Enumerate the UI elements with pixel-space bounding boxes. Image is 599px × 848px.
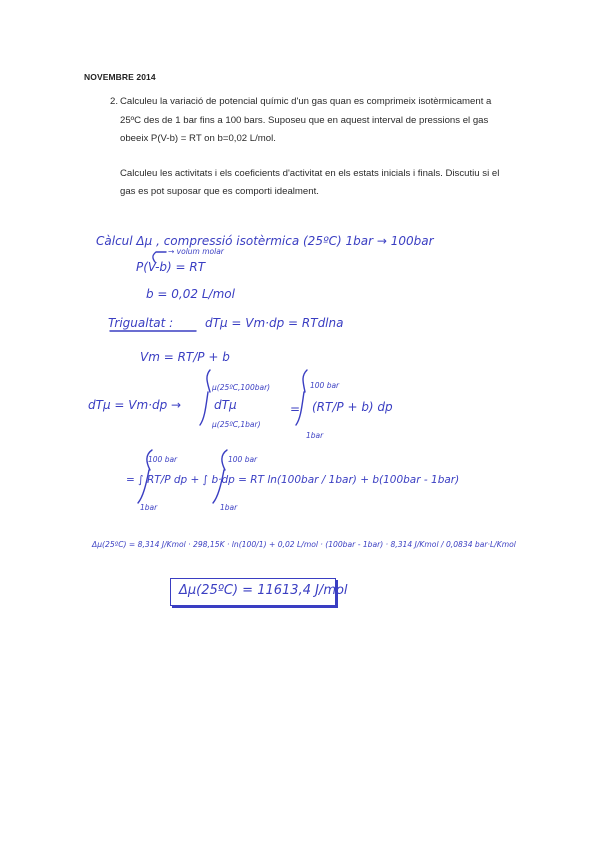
hw-equation-of-state: P(V-b) = RT: [136, 260, 206, 274]
hw-vm-equation: Vm = RT/P + b: [140, 350, 230, 364]
hw-upper-limit-p: 100 bar: [310, 381, 340, 390]
hw-int-lower-1: 1bar: [140, 503, 158, 512]
hw-upper-limit-mu: μ(25ºC,100bar): [212, 383, 271, 392]
hw-lower-limit-mu: μ(25ºC,1bar): [212, 420, 261, 429]
hw-equals: =: [290, 402, 301, 416]
hw-int-upper-1: 100 bar: [148, 455, 178, 464]
result-box: [170, 578, 348, 606]
hw-numeric-line: Δμ(25ºC) = 8,314 J/Kmol · 298,15K · ln(100/1) + 0,02 L/mol · (100bar - 1bar) · 8,314 J/Kmol / 0,0834 bar·L/Kmol: [92, 540, 516, 549]
hw-dmu-equation: dTμ = Vm·dp = RTdlna: [205, 316, 344, 330]
hw-integrand-p: (RT/P + b) dp: [312, 400, 393, 414]
hw-title-line: Càlcul Δμ , compressió isotèrmica (25ºC) 1bar → 100bar: [96, 234, 434, 248]
exam-heading: NOVEMBRE 2014: [84, 72, 156, 82]
hw-integral-lhs: dTμ = Vm·dp →: [88, 398, 182, 412]
problem-paragraph-2: Calculeu les activitats i els coeficients d'activitat en els estats inicials i finals. Discutiu si el gas es pot suposar que es comporti idealment.: [120, 167, 500, 197]
hw-int-lower-2: 1bar: [220, 503, 238, 512]
hw-result: Δμ(25ºC) = 11613,4 J/mol: [179, 583, 348, 598]
hw-int-upper-2: 100 bar: [228, 455, 258, 464]
hw-split-integrals: = ∫ RT/P dp + ∫ b·dp = RT ln(100bar / 1bar) + b(100bar - 1bar): [126, 474, 460, 486]
hw-b-value: b = 0,02 L/mol: [146, 287, 235, 301]
problem-number: 2.: [110, 96, 119, 107]
hw-lower-limit-p: 1bar: [306, 431, 324, 440]
hw-volum-molar-note: → volum molar: [168, 247, 224, 256]
hw-trigualtat: Trigualtat :: [108, 316, 174, 330]
problem-paragraph-1: Calculeu la variació de potencial químic d'un gas quan es comprimeix isotèrmicament a 25ºC des de 1 bar fins a 100 bars. Suposeu que en aquest interval de pressions el gas obeeix P(V-b) = RT on b=0,02 L/mol.: [120, 96, 492, 144]
hw-integrand-mu: dTμ: [214, 398, 237, 412]
